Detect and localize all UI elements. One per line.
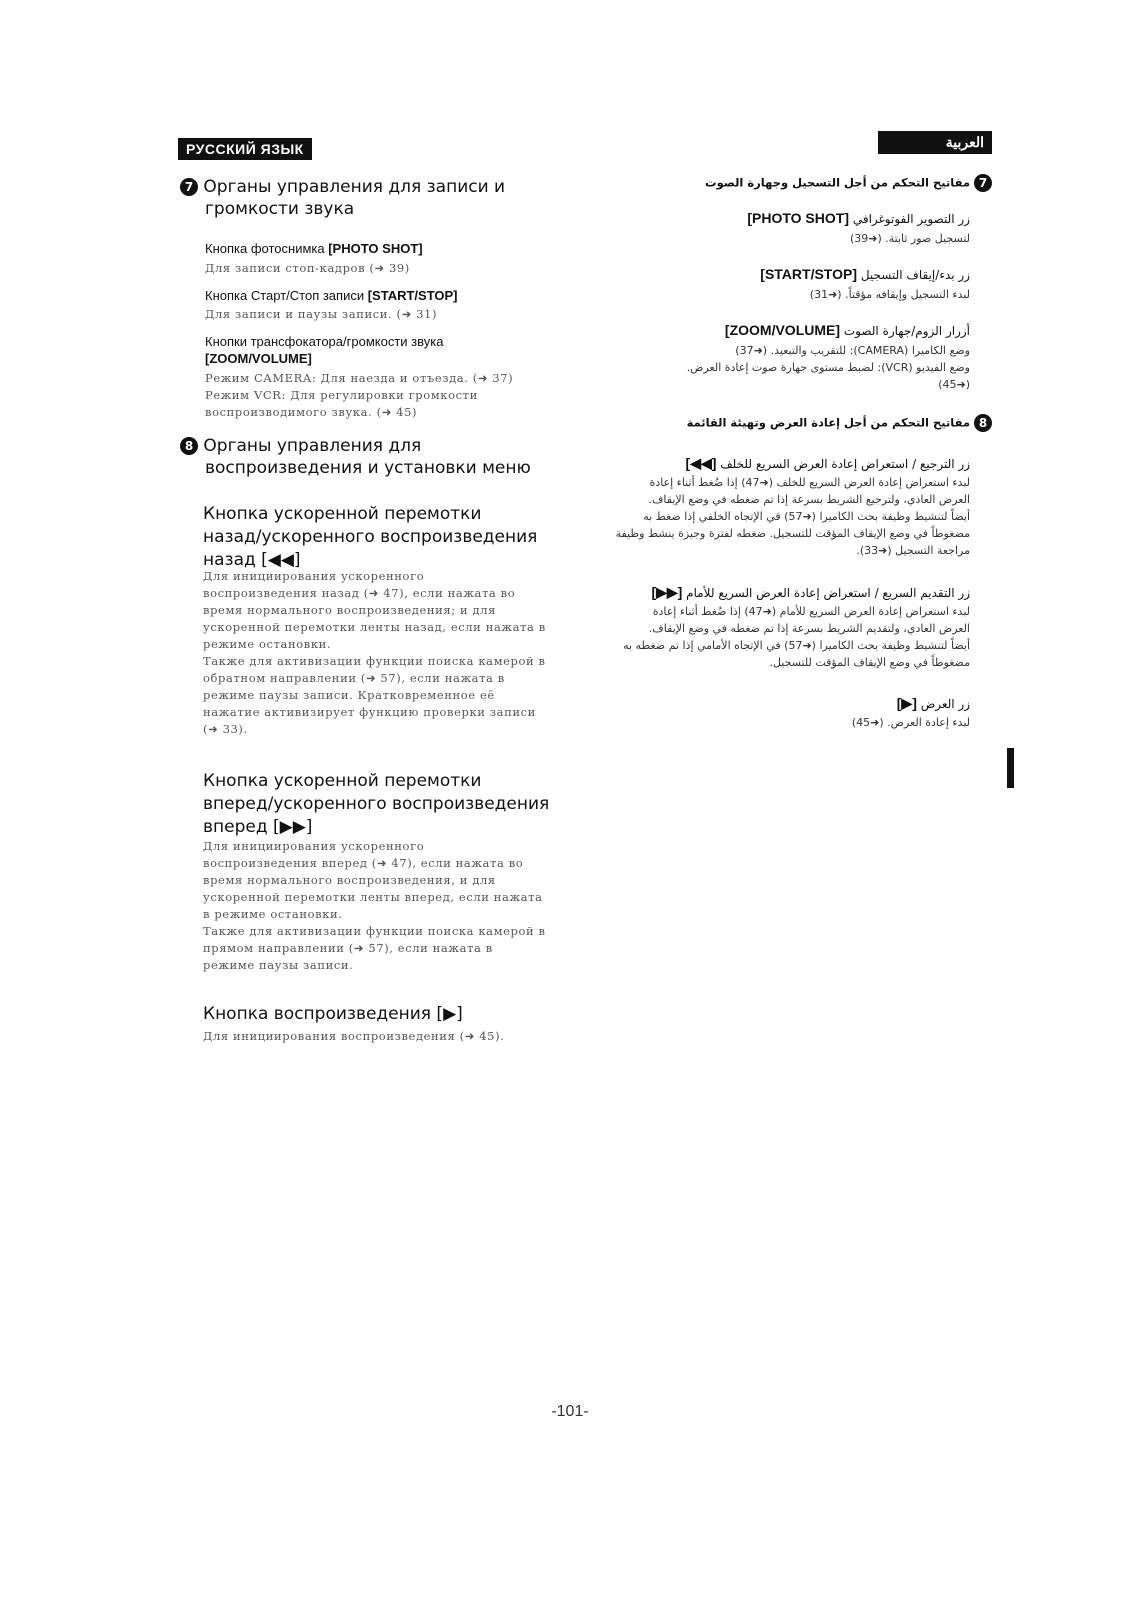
line: назад/ускоренного воспроизведения <box>203 527 538 547</box>
line: время нормального воспроизведения; и для <box>203 603 496 617</box>
line: режиме паузы записи. <box>203 958 354 972</box>
line: (➜45) <box>938 378 970 391</box>
line: Режим CAMERA: Для наезда и отъезда. (➜ 37) <box>205 371 514 385</box>
line: воспроизводимого звука. (➜ 45) <box>205 405 418 419</box>
label: Кнопки трансфокатора/громкости звука <box>205 334 444 349</box>
label: زر التقديم السريع / استعراض إعادة العرض السريع للأمام <box>686 586 970 600</box>
line: воспроизведения вперед (➜ 47), если нажата во <box>203 856 524 870</box>
ar-zoom-body <box>560 342 970 393</box>
line: время нормального воспроизведения, и для <box>203 873 496 887</box>
russian-language-tag: РУССКИЙ ЯЗЫК <box>178 138 312 160</box>
title-line: Органы управления для записи и <box>203 177 506 197</box>
line: режиме остановки. <box>203 637 332 651</box>
line: Также для активизации функции поиска камерой в <box>203 924 546 938</box>
key: [START/STOP] <box>367 288 458 303</box>
line: مراجعة التسجيل (➜33). <box>856 544 970 557</box>
line: Также для активизации функции поиска камерой в <box>203 654 546 668</box>
line: لبدء استعراض إعادة العرض السريع للخلف (➜47) إذا ضُغط أثناء إعادة <box>649 476 970 489</box>
ar-play-heading <box>600 695 970 712</box>
title: مفاتيح التحكم من أجل إعادة العرض وتهيئة القائمة <box>686 415 970 430</box>
ar-ff-heading <box>560 584 970 601</box>
ru-photo-shot-body: Для записи стоп-кадров (➜ 39) <box>205 261 410 275</box>
line: Режим VCR: Для регулировки громкости <box>205 388 478 402</box>
line: Кнопка ускоренной перемотки <box>203 504 482 524</box>
line: وضع الفيديو (VCR): لضبط مستوى جهارة صوت إعادة العرض. <box>686 361 970 374</box>
ar-photo-shot-heading <box>600 210 970 226</box>
key: [PHOTO SHOT] <box>747 210 849 226</box>
line: العرض العادي، ولترجيع الشريط بسرعة إذا تم ضغطه في وضع الإيقاف. <box>648 493 970 506</box>
line: ускоренной перемотки ленты назад, если нажата в <box>203 620 546 634</box>
line: нажатие активизирует функцию проверки записи <box>203 705 536 719</box>
ru-start-stop-heading <box>205 287 565 304</box>
line: لبدء استعراض إعادة العرض السريع للأمام (➜47) إذا ضُغط أثناء إعادة <box>652 605 970 618</box>
ru-section-7-title-l2: громкости звука <box>205 199 355 219</box>
line: أيضاً لتنشيط وظيفة بحث الكاميرا (➜57) في الإتجاه الخلفي إذا ضغط به <box>643 510 970 523</box>
title: مفاتيح التحكم من أجل التسجيل وجهارة الصوت <box>705 175 970 190</box>
label: Кнопка фотоснимка <box>205 241 329 256</box>
label: أزرار الزوم/جهارة الصوت <box>843 324 970 338</box>
page-number: -101- <box>551 1403 589 1420</box>
key: [ZOOM/VOLUME] <box>205 351 312 366</box>
ru-play-body: Для инициирования воспроизведения (➜ 45). <box>203 1029 505 1043</box>
ru-photo-shot-heading <box>205 240 565 257</box>
ru-section-8-title <box>180 435 560 457</box>
ru-section-7-title <box>180 176 560 198</box>
line: مضغوطاً في وضع الإيقاف المؤقت للتسجيل. <box>769 656 970 669</box>
line: обратном направлении (➜ 57), если нажата в <box>203 671 505 685</box>
section-number-badge: 8 <box>974 414 992 432</box>
ru-section-8-title-l2: воспроизведения и установки меню <box>205 458 531 478</box>
ru-start-stop-body: Для записи и паузы записи. (➜ 31) <box>205 307 438 321</box>
key: [START/STOP] <box>760 266 858 282</box>
key: [▶] <box>896 695 917 711</box>
ru-ff-body <box>203 838 573 974</box>
ru-section-8 <box>180 435 560 479</box>
line: вперед [▶▶] <box>203 817 313 837</box>
arabic-language-tag: العربية <box>878 131 992 154</box>
line: назад [◀◀] <box>203 550 301 570</box>
key: [◀◀] <box>685 455 717 471</box>
line: прямом направлении (➜ 57), если нажата в <box>203 941 493 955</box>
section-number-badge: 8 <box>180 437 198 455</box>
ru-ff-heading <box>203 770 583 839</box>
ar-rewind-heading <box>560 455 970 472</box>
ar-section-7-title <box>600 174 992 192</box>
label: Кнопка Старт/Стоп записи <box>205 288 368 303</box>
line: режиме паузы записи. Кратковременное её <box>203 688 495 702</box>
line: Кнопка ускоренной перемотки <box>203 771 482 791</box>
ru-rewind-heading <box>203 503 583 572</box>
ar-section-8-title <box>600 414 992 432</box>
label: زر العرض <box>920 697 970 711</box>
line: وضع الكاميرا (CAMERA): للتقريب والتبعيد. (➜37) <box>735 344 970 357</box>
label: زر التصوير الفوتوغرافي <box>852 212 970 226</box>
ru-section-7 <box>180 176 560 220</box>
ar-play-body: لبدء إعادة العرض. (➜45) <box>851 716 970 729</box>
label: زر بدء/إيقاف التسجيل <box>860 268 970 282</box>
ar-photo-shot-body: لتسجيل صور ثابتة. (➜39) <box>849 232 970 245</box>
line: Для инициирования ускоренного <box>203 839 425 853</box>
key: [▶▶] <box>651 584 683 600</box>
label: زر الترجيع / استعراض إعادة العرض السريع للخلف <box>720 457 970 471</box>
line: воспроизведения назад (➜ 47), если нажата во <box>203 586 516 600</box>
ar-zoom-heading <box>600 322 970 338</box>
ar-rewind-body <box>560 474 970 559</box>
line: ускоренной перемотки ленты вперед, если нажата <box>203 890 543 904</box>
page-edge-marker <box>1007 748 1014 788</box>
line: вперед/ускоренного воспроизведения <box>203 794 550 814</box>
line: العرض العادي، ولتقديم الشريط بسرعة إذا تم ضغطه في وضع الإيقاف. <box>648 622 970 635</box>
ar-start-stop-body: لبدء التسجيل وإيقافه مؤقتاً. (➜31) <box>809 288 970 301</box>
line: в режиме остановки. <box>203 907 343 921</box>
line: مضغوطاً في وضع الإيقاف المؤقت للتسجيل. ضغطه لفترة وجيزة ينشط وظيفة <box>615 527 970 540</box>
section-number-badge: 7 <box>974 174 992 192</box>
ru-zoom-heading <box>205 333 565 367</box>
key: [ZOOM/VOLUME] <box>724 322 841 338</box>
ar-start-stop-heading <box>600 266 970 282</box>
title-line: Органы управления для <box>203 436 422 456</box>
ar-ff-body <box>560 603 970 671</box>
ru-rewind-body <box>203 568 573 738</box>
line: Для инициирования ускоренного <box>203 569 425 583</box>
section-number-badge: 7 <box>180 178 198 196</box>
line: أيضاً لتنشيط وظيفة بحث الكاميرا (➜57) في الإتجاه الأمامي إذا تم ضغطه به <box>623 639 970 652</box>
ru-zoom-body <box>205 370 565 421</box>
ru-play-heading: Кнопка воспроизведения [▶] <box>203 1004 463 1024</box>
line: (➜ 33). <box>203 722 248 736</box>
key: [PHOTO SHOT] <box>328 241 423 256</box>
